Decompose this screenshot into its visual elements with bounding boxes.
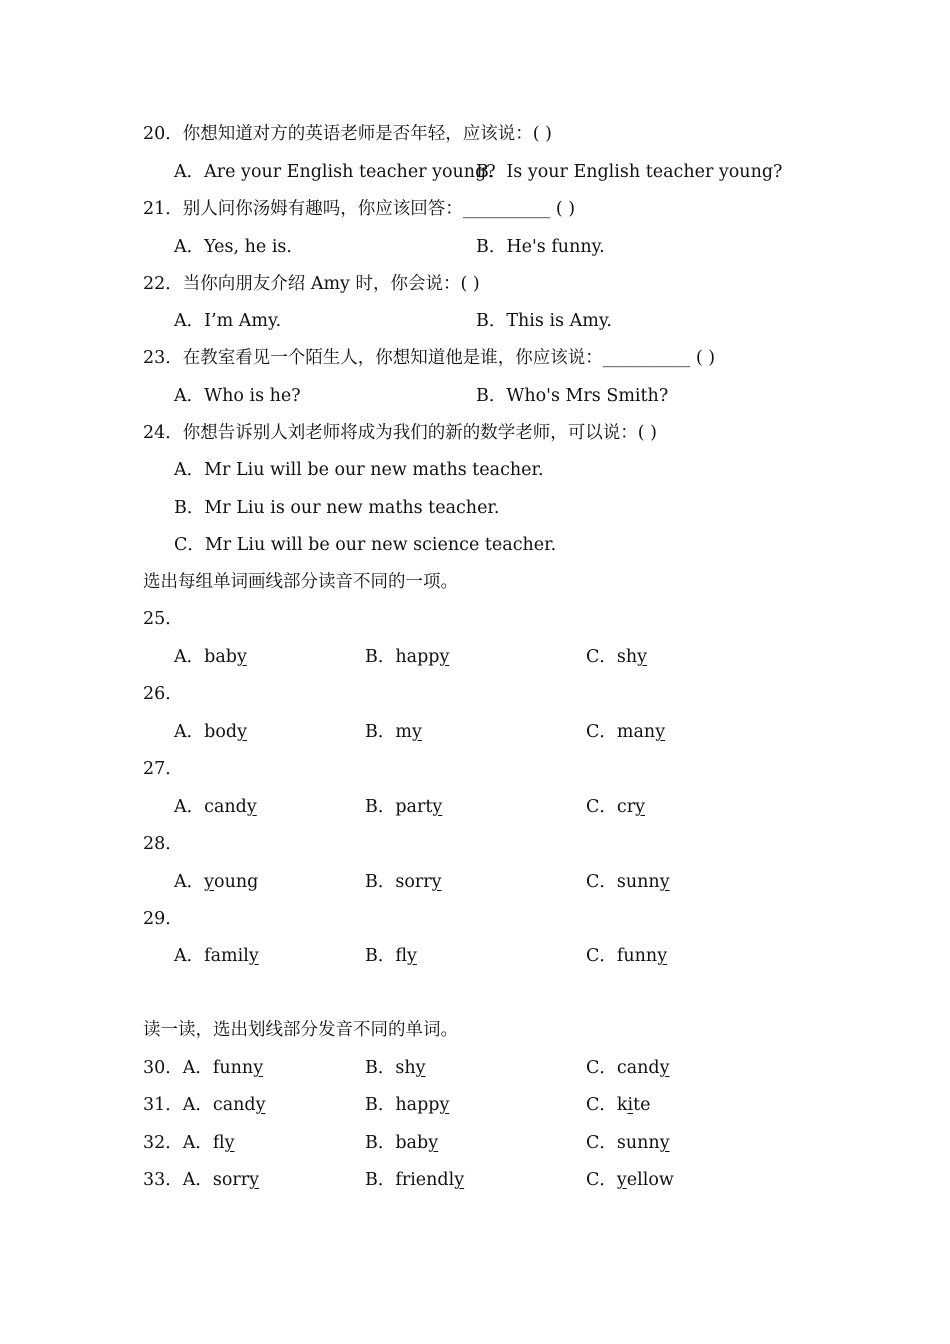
option-25-a: A．baby: [174, 647, 247, 667]
option-32-b: B．baby: [365, 1133, 439, 1153]
question-21: 21．别人问你汤姆有趣吗，你应该回答：__________ ( ): [143, 199, 576, 219]
option-21-a: A．Yes, he is.: [174, 237, 292, 257]
option-24-c: C．Mr Liu will be our new science teacher.: [174, 535, 557, 555]
underlined-letter: y: [249, 1170, 260, 1190]
underlined-letter: y: [657, 946, 668, 966]
underlined-letter: y: [204, 872, 215, 892]
underlined-letter: y: [659, 1058, 670, 1078]
question-24: 24．你想告诉别人刘老师将成为我们的新的数学老师，可以说：( ): [143, 423, 657, 443]
option-29-a: A．family: [174, 946, 259, 966]
option-33-a: 33．A．sorry: [143, 1170, 260, 1190]
option-28-a: A．young: [174, 872, 259, 892]
underlined-letter: y: [439, 1095, 450, 1115]
option-22-b: B．This is Amy.: [476, 311, 612, 331]
option-28-b: B．sorry: [365, 872, 442, 892]
question-29: 29．: [143, 909, 183, 929]
underlined-letter: y: [655, 722, 666, 742]
option-29-b: B．fly: [365, 946, 417, 966]
option-20-b: B．Is your English teacher young?: [476, 162, 783, 182]
option-23-b: B．Who's Mrs Smith?: [476, 386, 669, 406]
underlined-letter: y: [454, 1170, 465, 1190]
underlined-letter: y: [616, 1170, 627, 1190]
section-heading-1: 选出每组单词画线部分读音不同的一项。: [143, 572, 458, 592]
underlined-letter: y: [246, 797, 257, 817]
underlined-letter: y: [659, 872, 670, 892]
question-27: 27．: [143, 759, 183, 779]
underlined-letter: y: [237, 722, 247, 742]
option-25-c: C．shy: [586, 647, 648, 667]
question-23: 23．在教室看见一个陌生人，你想知道他是谁，你应该说：__________ ( ): [143, 348, 716, 368]
underlined-letter: y: [659, 1133, 670, 1153]
option-21-b: B．He's funny.: [476, 237, 605, 257]
option-32-c: C．sunny: [586, 1133, 670, 1153]
option-32-a: 32．A．fly: [143, 1133, 235, 1153]
option-30-b: B．shy: [365, 1058, 426, 1078]
option-23-a: A．Who is he?: [174, 386, 301, 406]
option-20-a: A．Are your English teacher young?: [174, 162, 496, 182]
underlined-letter: y: [635, 797, 645, 817]
underlined-letter: y: [224, 1133, 235, 1153]
underlined-letter: y: [428, 1133, 439, 1153]
option-24-b: B．Mr Liu is our new maths teacher.: [174, 498, 500, 518]
option-33-b: B．friendly: [365, 1170, 465, 1190]
underlined-letter: y: [255, 1095, 266, 1115]
underlined-letter: y: [637, 647, 648, 667]
underlined-letter: y: [411, 722, 422, 742]
underlined-letter: y: [236, 647, 247, 667]
option-30-c: C．candy: [586, 1058, 670, 1078]
underlined-letter: y: [407, 946, 417, 966]
option-26-c: C．many: [586, 722, 666, 742]
underlined-letter: y: [439, 647, 450, 667]
question-20: 20．你想知道对方的英语老师是否年轻，应该说：( ): [143, 124, 552, 144]
option-24-a: A．Mr Liu will be our new maths teacher.: [174, 460, 544, 480]
underlined-letter: y: [415, 1058, 426, 1078]
option-30-a: 30．A．funny: [143, 1058, 264, 1078]
option-31-c: C．kite: [586, 1095, 651, 1115]
question-28: 28．: [143, 834, 183, 854]
question-25: 25．: [143, 609, 183, 629]
section-heading-2: 读一读，选出划线部分发音不同的单词。: [143, 1020, 458, 1040]
underlined-letter: y: [431, 872, 442, 892]
option-26-a: A．body: [174, 722, 247, 742]
question-22: 22．当你向朋友介绍 Amy 时，你会说：( ): [143, 274, 480, 294]
option-29-c: C．funny: [586, 946, 668, 966]
option-26-b: B．my: [365, 722, 422, 742]
underlined-letter: y: [248, 946, 259, 966]
option-28-c: C．sunny: [586, 872, 670, 892]
underlined-letter: y: [253, 1058, 264, 1078]
option-33-c: C．yellow: [586, 1170, 674, 1190]
option-27-c: C．cry: [586, 797, 645, 817]
underlined-letter: y: [432, 797, 443, 817]
underlined-letter: i: [627, 1095, 634, 1115]
option-27-a: A．candy: [174, 797, 257, 817]
question-26: 26．: [143, 684, 183, 704]
option-31-a: 31．A．candy: [143, 1095, 266, 1115]
option-22-a: A．I’m Amy.: [174, 311, 282, 331]
option-31-b: B．happy: [365, 1095, 450, 1115]
option-25-b: B．happy: [365, 647, 450, 667]
option-27-b: B．party: [365, 797, 443, 817]
